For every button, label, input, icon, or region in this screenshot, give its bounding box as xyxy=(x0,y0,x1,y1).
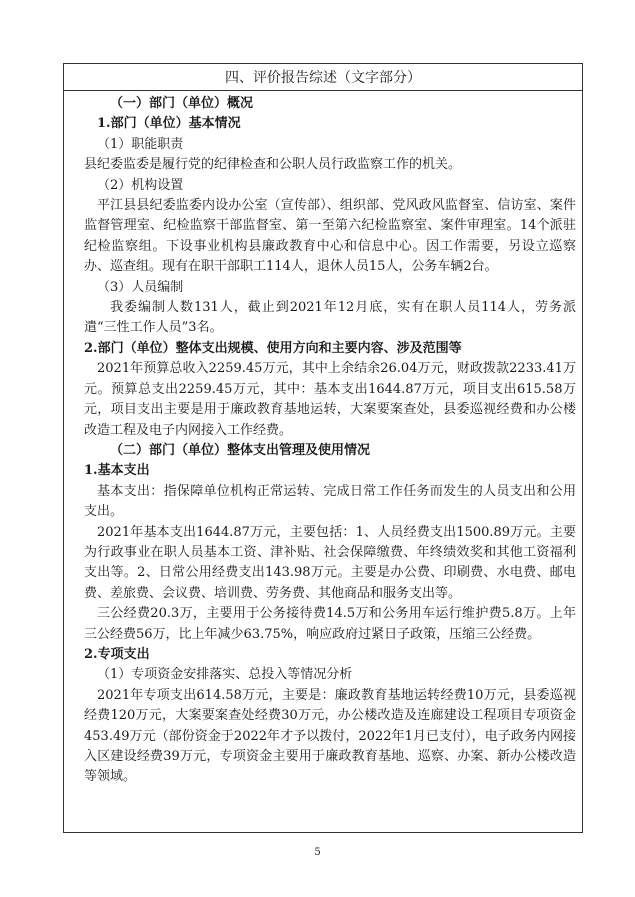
section-header xyxy=(64,64,582,91)
report-frame xyxy=(63,63,583,833)
item-heading-staffing: （3）人员编制 xyxy=(97,279,184,295)
paragraph-structure: 平江县县纪委监委内设办公室（宣传部）、组织部、党风政风监督室、信访室、案件监督管理室、纪检监察干部监督室、第一至第六纪检监察室、案件审理室。14个派驻纪检监察组。下设事业机构县廉政教育中心和信息中心。因工作需要，另设立巡察办、巡查组。现有在职干部职工114人，退休人员15人，公务车辆2台。 xyxy=(84,198,576,275)
item-heading-duties: （1）职能职责 xyxy=(97,136,184,152)
paragraph-special-2021: 2021年专项支出614.58万元，主要是：廉政教育基地运转经费10万元，县委巡视经费120万元，大案要案查处经费30万元，办公楼改造及连廊建设工程项目专项资金453.49万元（部份资金于2022年才予以拨付，2022年1月已支付），电子政务内网接入区建设经费39万元，专项资金主要用于廉政教育基地、巡察、办案、新办公楼改造等领域。 xyxy=(84,687,576,785)
paragraph-duties: 县纪委监委是履行党的纪律检查和公职人员行政监察工作的机关。 xyxy=(84,157,462,173)
subheading-basic-info: 1.部门（单位）基本情况 xyxy=(97,116,241,132)
subheading-expenditure-scale: 2.部门（单位）整体支出规模、使用方向和主要内容、涉及范围等 xyxy=(84,340,462,356)
item-heading-structure: （2）机构设置 xyxy=(97,177,184,193)
subheading-special-expenditure: 2.专项支出 xyxy=(84,646,150,662)
paragraph-budget: 2021年预算总收入2259.45万元，其中上余结余26.04万元，财政拨款2233.41万元。预算总支出2259.45万元，其中：基本支出1644.87万元，项目支出615.58万元，项目支出主要是用于廉政教育基地运转，大案要案查处，县委巡视经费和办公楼改造工程及电子内网接入工作经费。 xyxy=(84,361,576,438)
section-title: 四、评价报告综述（文字部分） xyxy=(225,70,421,86)
paragraph-staffing: 我委编制人数131人，截止到2021年12月底，实有在职人员114人，劳务派遣“三性工作人员”3名。 xyxy=(84,300,576,336)
paragraph-three-public: 三公经费20.3万，主要用于公务接待费14.5万和公务用车运行维护费5.8万。上年三公经费56万，比上年减少63.75%，响应政府过紧日子政策，压缩三公经费。 xyxy=(84,606,576,642)
item-heading-special-funds: （1）专项资金安排落实、总投入等情况分析 xyxy=(97,667,353,683)
subheading-basic-expenditure: 1.基本支出 xyxy=(84,463,150,479)
section-heading-overview: （一）部门（单位）概况 xyxy=(110,96,254,111)
page-number: 5 xyxy=(314,847,321,858)
paragraph-basic-definition: 基本支出：指保障单位机构正常运转、完成日常工作任务而发生的人员支出和公用支出。 xyxy=(84,483,576,520)
report-body xyxy=(84,94,576,788)
paragraph-basic-2021: 2021年基本支出1644.87万元，主要包括：1、人员经费支出1500.89万元。主要为行政事业在职人员基本工资、津补贴、社会保障缴费、年终绩效奖和其他工资福利支出等。2、日常公用经费支出143.98万元。主要是办公费、印刷费、水电费、邮电费、差旅费、会议费、培训费、劳务费、其他商品和服务支出等。 xyxy=(84,524,576,601)
section-heading-management: （二）部门（单位）整体支出管理及使用情况 xyxy=(110,442,371,458)
